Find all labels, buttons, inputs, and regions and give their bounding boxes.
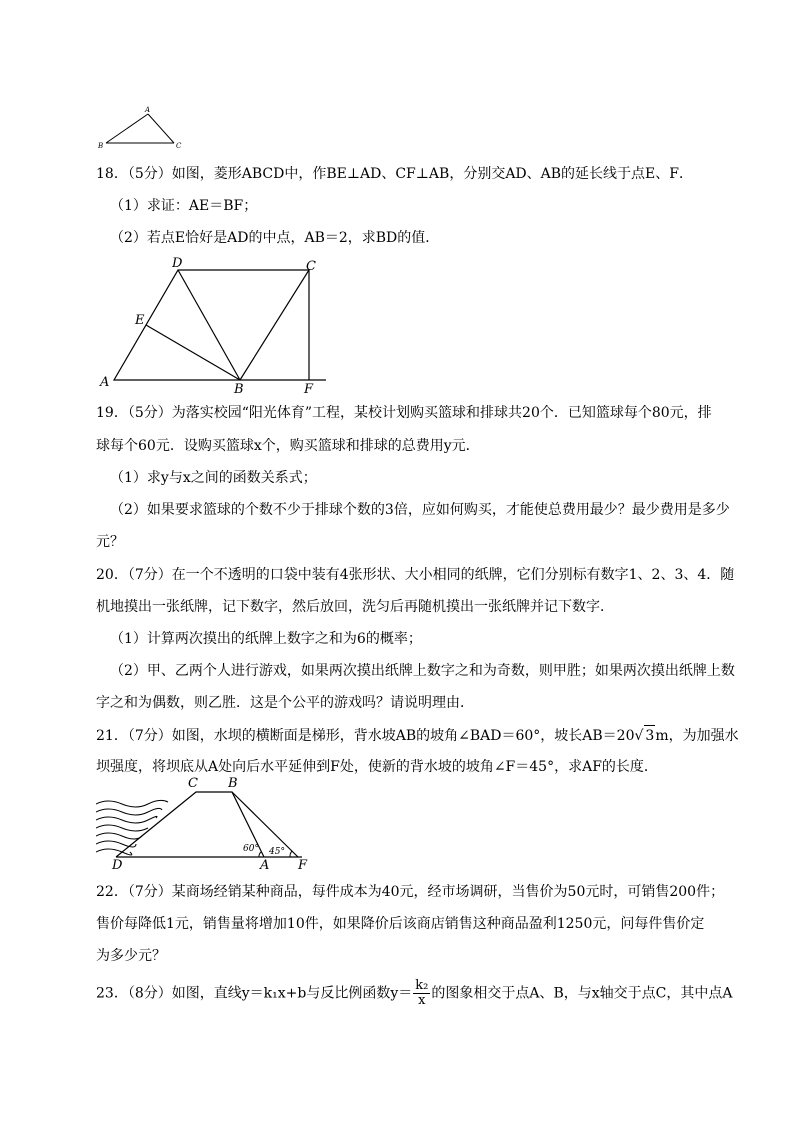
segment-bd bbox=[178, 270, 240, 380]
q21-line2: 坝强度，将坝底从A处向后水平延伸到F处，使新的背水坡的坡角∠F＝45°，求AF的长度． bbox=[96, 759, 658, 775]
fraction bbox=[413, 979, 430, 1008]
label-f: F bbox=[304, 382, 314, 396]
q23-line1 bbox=[96, 979, 732, 1008]
q19-line1: 19．（5分）为落实校园“阳光体育”工程，某校计划购买篮球和排球共20个．已知篮球每个80元，排 bbox=[96, 405, 712, 421]
label-d: D bbox=[112, 858, 123, 870]
q23-post: 的图象相交于点A、B，与x轴交于点C，其中点A bbox=[431, 985, 733, 1002]
q21-line1 bbox=[96, 725, 739, 746]
q18-part1: （1）求证：AE＝BF； bbox=[110, 198, 258, 214]
q19-part1: （1）求y与x之间的函数关系式； bbox=[110, 470, 317, 486]
q19-part2b: 元？ bbox=[96, 534, 124, 550]
label-b: B bbox=[98, 142, 104, 150]
angle-label-60: 60° bbox=[243, 844, 259, 854]
q19-line2: 球每个60元．设购买篮球x个，购买篮球和排球的总费用y元． bbox=[96, 438, 480, 454]
label-a: A bbox=[145, 106, 151, 114]
q22-line1: 22．（7分）某商场经销某种商品，每件成本为40元，经市场调研，当售价为50元时，可销售200件； bbox=[96, 884, 725, 900]
label-c: C bbox=[188, 776, 198, 791]
angle-arc-45 bbox=[290, 851, 292, 857]
angle-label-45: 45° bbox=[269, 847, 285, 857]
side-ac bbox=[148, 114, 174, 143]
label-d: D bbox=[172, 256, 183, 271]
label-e: E bbox=[135, 313, 145, 328]
q21-line1-pre: 21．（7分）如图，水坝的横断面是梯形，背水坡AB的坡角∠BAD＝60°，坡长AB＝20 bbox=[96, 728, 635, 744]
label-c: C bbox=[306, 259, 316, 274]
q20-line1: 20．（7分）在一个不透明的口袋中装有4张形状、大小相同的纸牌，它们分别标有数字1、2、3、4．随 bbox=[96, 567, 735, 583]
q20-line2: 机地摸出一张纸牌，记下数字，然后放回，洗匀后再随机摸出一张纸牌并记下数字． bbox=[96, 599, 614, 615]
sqrt-sign: √ bbox=[634, 728, 644, 744]
label-c: C bbox=[176, 142, 182, 150]
dam-figure bbox=[96, 774, 316, 870]
triangle-figure bbox=[96, 104, 192, 150]
segment-be bbox=[146, 325, 240, 380]
q22-line3: 为多少元？ bbox=[96, 948, 166, 964]
q23-pre: 23．（8分）如图，直线y＝k₁x+b与反比例函数y＝ bbox=[96, 985, 413, 1002]
water-hatching bbox=[96, 800, 168, 855]
sqrt-argument: 3 bbox=[644, 725, 655, 746]
new-slope-bf bbox=[232, 792, 298, 857]
q20-part1: （1）计算两次摸出的纸牌上数字之和为6的概率； bbox=[110, 631, 422, 647]
fraction-numerator: k₂ bbox=[415, 978, 429, 993]
q18-stem: 18．（5分）如图，菱形ABCD中，作BE⊥AD、CF⊥AB，分别交AD、AB的延长线于点E、F． bbox=[96, 166, 693, 182]
label-a: A bbox=[260, 858, 270, 870]
q20-part2b: 字之和为偶数，则乙胜．这是个公平的游戏吗？请说明理由． bbox=[96, 695, 474, 711]
label-f: F bbox=[298, 858, 308, 870]
label-b: B bbox=[234, 382, 244, 396]
label-b: B bbox=[228, 776, 238, 791]
q20-part2a: （2）甲、乙两个人进行游戏，如果两次摸出纸牌上数字之和为奇数，则甲胜；如果两次摸出纸牌上数 bbox=[110, 663, 735, 679]
label-a: A bbox=[100, 375, 110, 390]
fraction-denominator: x bbox=[418, 993, 426, 1008]
q18-part2: （2）若点E恰好是AD的中点，AB＝2，求BD的值． bbox=[110, 230, 440, 246]
q19-part2a: （2）如果要求篮球的个数不少于排球个数的3倍，应如何购买，才能使总费用最少？最少费用是多少 bbox=[110, 502, 730, 518]
q22-line2: 售价每降低1元，销售量将增加10件，如果降价后该商店销售这种商品盈利1250元，问每件售价定 bbox=[96, 916, 705, 932]
q21-line1-post: m，为加强水 bbox=[655, 728, 739, 744]
angle-arc-60 bbox=[259, 852, 261, 857]
side-ba bbox=[106, 114, 148, 143]
rhombus-figure bbox=[98, 254, 338, 396]
